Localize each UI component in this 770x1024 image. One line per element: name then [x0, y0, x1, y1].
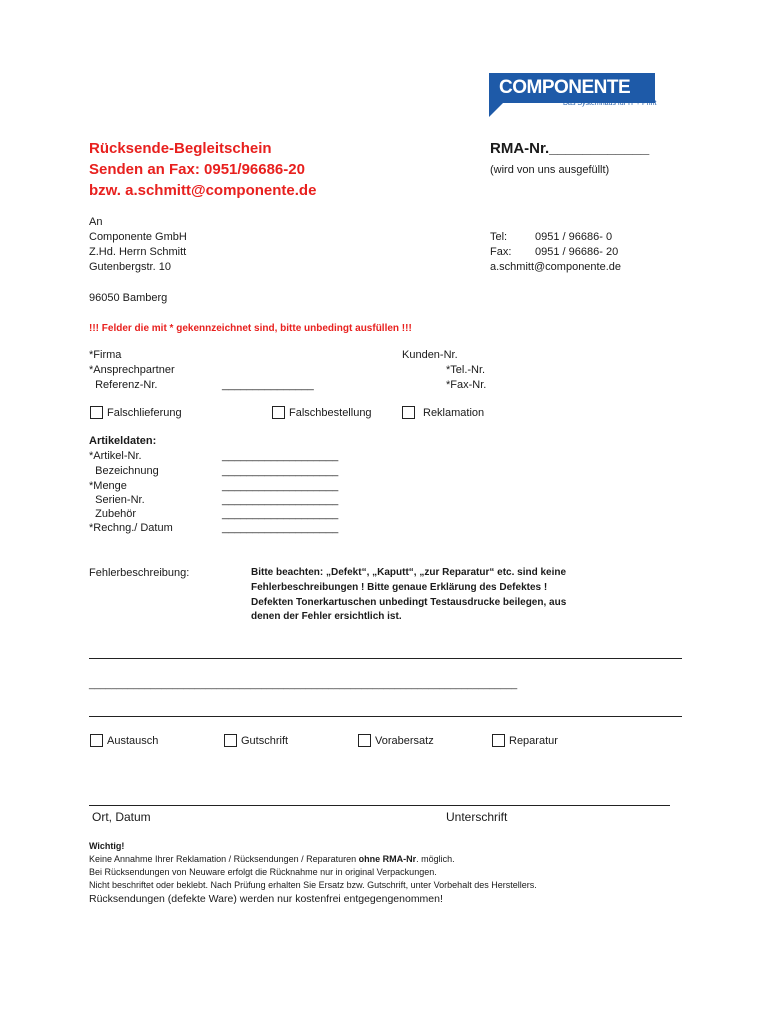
signature-label: Unterschrift: [446, 810, 508, 824]
field-label-firma: *Firma: [89, 349, 122, 361]
footer-line: Bei Rücksendungen von Neuware erfolgt die Rücknahme nur in original Verpackungen.: [89, 867, 437, 877]
article-label: *Menge: [89, 480, 127, 492]
rma-note: (wird von uns ausgefüllt): [490, 164, 610, 176]
austausch-label: Austausch: [107, 735, 159, 747]
form-title: Rücksende-Begleitschein: [89, 140, 272, 157]
article-input-line[interactable]: ___________________: [222, 508, 339, 520]
article-label: *Artikel-Nr.: [89, 450, 142, 462]
footer-line: Nicht beschriftet oder beklebt. Nach Prüfung erhalten Sie Ersatz bzw. Gutschrift, unter Vorbehalt des Herstellers.: [89, 880, 537, 890]
falschlieferung-label: Falschlieferung: [107, 407, 182, 419]
footer-line: Rücksendungen (defekte Ware) werden nur kostenfrei entgegengenommen!: [89, 893, 443, 905]
reparatur-label: Reparatur: [509, 735, 558, 747]
address-city: 96050 Bamberg: [89, 292, 168, 304]
address-line: Componente GmbH: [89, 231, 187, 243]
fax-value: 0951 / 96686- 20: [535, 246, 619, 258]
article-input-line[interactable]: ___________________: [222, 494, 339, 506]
logo-tagline: Das Systemhaus für IT + Print: [563, 100, 657, 107]
article-label: Zubehör: [89, 508, 137, 520]
logo-tail: [489, 103, 503, 117]
email-heading: bzw. a.schmitt@componente.de: [89, 182, 317, 199]
article-input-line[interactable]: ___________________: [222, 465, 339, 477]
reparatur-checkbox[interactable]: [492, 734, 505, 747]
footer-line: [89, 853, 455, 866]
fault-note-line: Bitte beachten: „Defekt“, „Kaputt“, „zur Reparatur“ etc. sind keine: [251, 567, 567, 578]
field-label-fax-nr: *Fax-Nr.: [446, 379, 487, 391]
fault-note-line: denen der Fehler ersichtlich ist.: [251, 611, 402, 622]
field-label-referenz: Referenz-Nr.: [89, 379, 158, 391]
field-label-kunden-nr: Kunden-Nr.: [402, 349, 458, 361]
address-line: An: [89, 216, 103, 228]
footer-heading: Wichtig!: [89, 841, 125, 851]
fault-note-line: Fehlerbeschreibungen ! Bitte genaue Erklärung des Defektes !: [251, 582, 548, 593]
footer-line1-end: . möglich.: [416, 854, 455, 864]
contact-email: a.schmitt@componente.de: [490, 261, 622, 273]
reklamation-checkbox[interactable]: [402, 406, 415, 419]
fax-heading: Senden an Fax: 0951/96686-20: [89, 161, 305, 178]
address-line: Z.Hd. Herrn Schmitt: [89, 246, 187, 258]
componente-logo: [489, 73, 655, 119]
place-date-label: Ort, Datum: [92, 810, 151, 824]
article-heading: Artikeldaten:: [89, 435, 157, 447]
austausch-checkbox[interactable]: [90, 734, 103, 747]
vorabersatz-label: Vorabersatz: [375, 735, 434, 747]
article-label: Bezeichnung: [89, 465, 159, 477]
article-input-line[interactable]: ___________________: [222, 522, 339, 534]
article-label: Serien-Nr.: [89, 494, 145, 506]
fault-input-line[interactable]: [89, 658, 682, 659]
falschbestellung-checkbox[interactable]: [272, 406, 285, 419]
field-label-tel-nr: *Tel.-Nr.: [446, 364, 486, 376]
falschlieferung-checkbox[interactable]: [90, 406, 103, 419]
tel-value: 0951 / 96686- 0: [535, 231, 613, 243]
article-input-line[interactable]: ___________________: [222, 450, 339, 462]
required-notice: !!! Felder die mit * gekennzeichnet sind, bitte unbedingt ausfüllen !!!: [89, 323, 412, 334]
fax-label: Fax:: [490, 246, 512, 258]
footer-line1-text: Keine Annahme Ihrer Reklamation / Rücksendungen / Reparaturen: [89, 854, 359, 864]
fault-note-line: Defekten Tonerkartuschen unbedingt Testausdrucke beilegen, aus: [251, 597, 567, 608]
logo-wordmark: COMPONENTE: [499, 77, 631, 98]
referenz-input-line[interactable]: _______________: [222, 379, 314, 391]
article-label: *Rechng./ Datum: [89, 522, 173, 534]
signature-line[interactable]: [89, 805, 670, 806]
fault-input-line[interactable]: [89, 716, 682, 717]
footer-line1-bold: ohne RMA-Nr: [358, 854, 417, 864]
gutschrift-checkbox[interactable]: [224, 734, 237, 747]
rma-number-field[interactable]: RMA-Nr.____________: [490, 140, 650, 157]
tel-label: Tel:: [490, 231, 508, 243]
article-input-line[interactable]: ___________________: [222, 480, 339, 492]
fault-label: Fehlerbeschreibung:: [89, 567, 190, 579]
fault-input-dashes[interactable]: _____________________________________________________________________________: [89, 679, 518, 690]
gutschrift-label: Gutschrift: [241, 735, 289, 747]
vorabersatz-checkbox[interactable]: [358, 734, 371, 747]
falschbestellung-label: Falschbestellung: [289, 407, 372, 419]
address-line: Gutenbergstr. 10: [89, 261, 171, 273]
field-label-ansprechpartner: *Ansprechpartner: [89, 364, 175, 376]
reklamation-label: Reklamation: [423, 407, 485, 419]
